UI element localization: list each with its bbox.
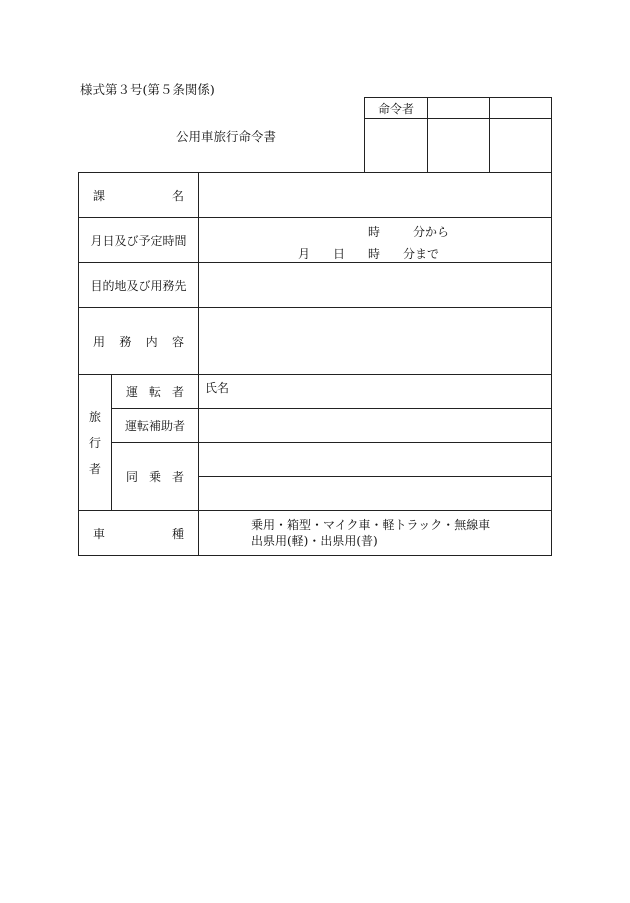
travelers-group-label [79, 375, 112, 511]
assistant-field[interactable] [199, 409, 552, 443]
stamp-header-blank-3 [490, 98, 552, 119]
row-datetime [79, 218, 552, 263]
business-label [79, 308, 199, 375]
vehicle-options-line-2: 出県用(軽)・出県用(普) [251, 534, 378, 548]
row-passenger-1 [79, 443, 552, 477]
section-field[interactable] [199, 173, 552, 218]
row-business [79, 308, 552, 375]
stamp-box-2[interactable] [428, 119, 490, 173]
stamp-box-3[interactable] [490, 119, 552, 173]
destination-label: 目的地及び用務先 [79, 263, 199, 308]
driver-label-char-2: 転 [148, 385, 161, 399]
row-section [79, 173, 552, 218]
end-hour-label: 時 [368, 247, 381, 261]
travelers-char-2: 行 [88, 435, 101, 450]
datetime-field[interactable] [199, 218, 552, 263]
driver-label-char-3: 者 [171, 385, 184, 399]
travelers-char-3: 者 [88, 461, 101, 476]
assistant-label: 運転補助者 [112, 409, 199, 443]
approval-stamp-table [364, 97, 552, 173]
section-label [79, 173, 199, 218]
end-day-label: 日 [333, 247, 346, 261]
destination-field[interactable] [199, 263, 552, 308]
start-minute-label: 分から [413, 225, 450, 239]
passenger-field-1[interactable] [199, 443, 552, 477]
business-label-char-4: 容 [171, 334, 184, 349]
row-destination [79, 263, 552, 308]
datetime-label: 月日及び予定時間 [79, 218, 199, 263]
row-driver [79, 375, 552, 409]
passengers-label-char-1: 同 [126, 470, 139, 484]
business-label-char-1: 用 [93, 334, 106, 349]
end-minute-label: 分まで [403, 247, 440, 261]
row-assistant [79, 409, 552, 443]
vehicle-label-char-1: 車 [93, 526, 106, 541]
business-label-char-2: 務 [119, 334, 132, 349]
end-month-label: 月 [298, 247, 311, 261]
passengers-label-char-3: 者 [171, 470, 184, 484]
section-label-char-2: 名 [171, 188, 184, 203]
passengers-label-char-2: 乗 [148, 470, 161, 484]
vehicle-label-char-2: 種 [171, 526, 184, 541]
row-vehicle [79, 511, 552, 556]
travel-order-table [78, 172, 552, 556]
stamp-box-1[interactable] [365, 119, 428, 173]
vehicle-label [79, 511, 199, 556]
start-hour-label: 時 [368, 225, 381, 239]
driver-label-char-1: 運 [126, 385, 139, 399]
stamp-header-blank-2 [428, 98, 490, 119]
approver-header: 命令者 [365, 98, 428, 119]
business-label-char-3: 内 [145, 334, 158, 349]
vehicle-options-line-1: 乗用・箱型・マイク車・軽トラック・無線車 [251, 518, 491, 532]
document-title: 公用車旅行命令書 [176, 129, 277, 144]
driver-field[interactable] [199, 375, 552, 409]
business-field[interactable] [199, 308, 552, 375]
passengers-label [112, 443, 199, 511]
driver-label [112, 375, 199, 409]
vehicle-field[interactable] [199, 511, 552, 556]
passenger-field-2[interactable] [199, 477, 552, 511]
form-number-label: 様式第３号(第５条関係) [80, 82, 215, 97]
driver-name-label: 氏名 [205, 381, 230, 395]
travelers-char-1: 旅 [88, 409, 101, 424]
section-label-char-1: 課 [93, 188, 106, 203]
